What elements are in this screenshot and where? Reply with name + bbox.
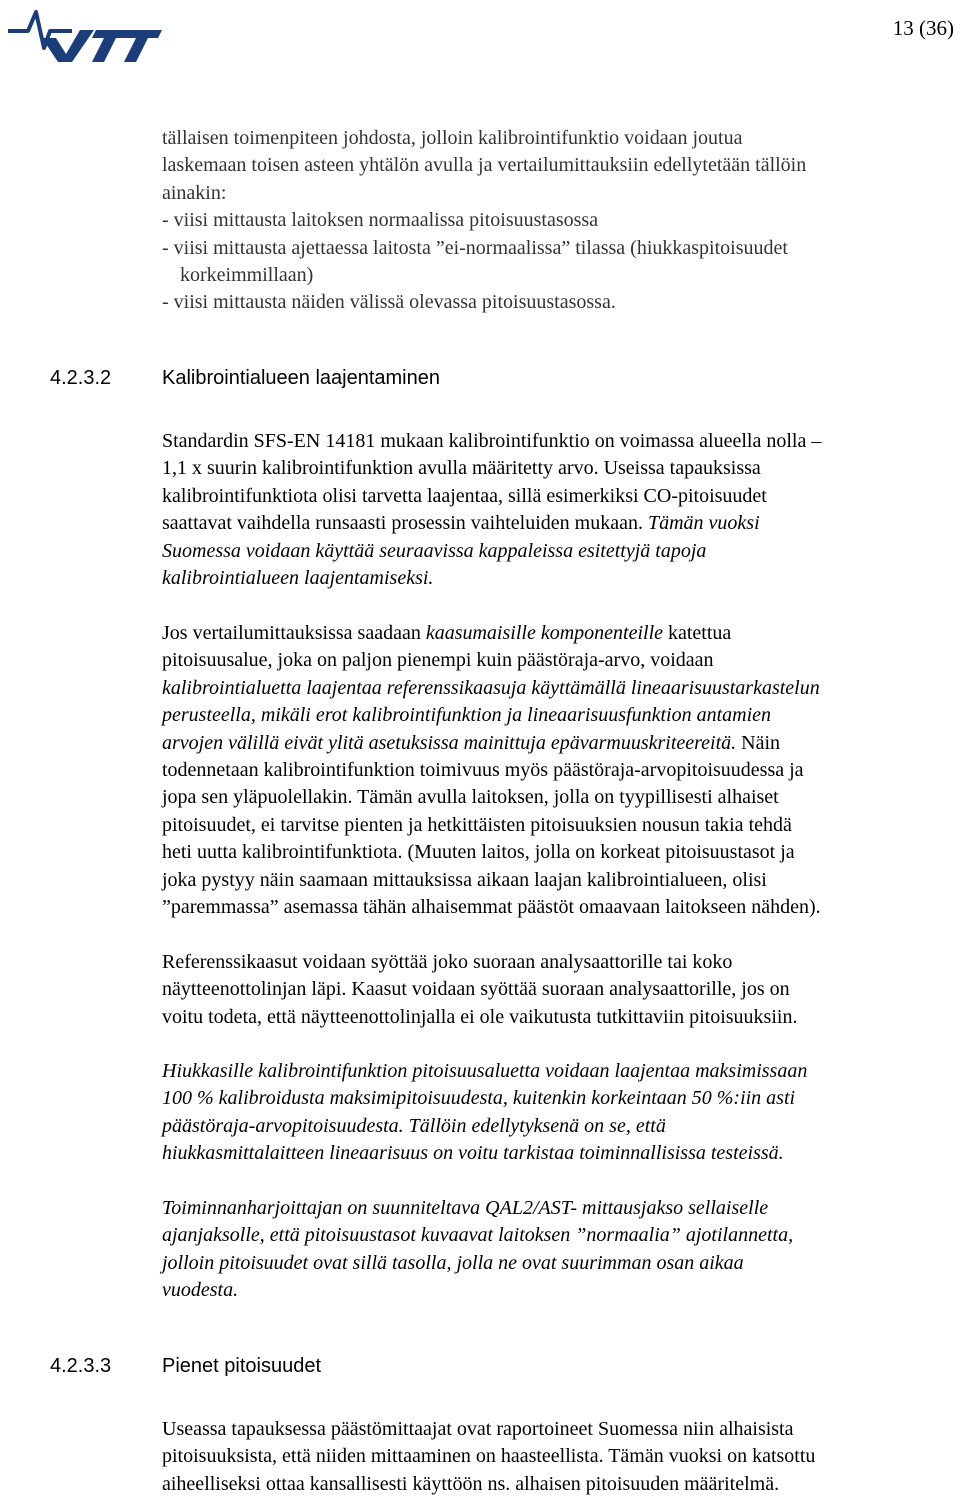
paragraph-2: [162, 620, 948, 921]
text-run: Useissa tapauksissa: [598, 457, 761, 480]
paragraph-5: [162, 1195, 948, 1305]
text-line: kalibrointialueen laajentamiseksi.: [162, 567, 434, 590]
intro-line: tällaisen toimenpiteen johdosta, jolloin kalibrointifunktio voidaan joutua: [162, 127, 743, 149]
italic-run: kaasumaisille komponenteille: [425, 622, 663, 644]
paragraph-3: [162, 949, 948, 1031]
italic-run: Tämän vuoksi: [642, 512, 760, 535]
text-line: hiukkasmittalaitteen lineaarisuus on voitu tarkistaa toiminnallisissa testeissä.: [162, 1142, 784, 1165]
section-title: Pienet pitoisuudet: [162, 1355, 322, 1377]
text-line: Useassa tapauksessa päästömittaajat ovat raportoineet Suomessa niin alhaisista: [162, 1418, 794, 1440]
text-line: ”paremmassa” asemassa tähän alhaisemmat päästöt omaavaan laitokseen nähden).: [162, 896, 821, 919]
text-line: perusteella, mikäli erot kalibrointifunktion ja lineaarisuusfunktion antamien: [162, 704, 772, 727]
text-line: kalibrointialuetta laajentaa referenssikaasuja käyttämällä lineaarisuustarkastelun: [162, 676, 820, 699]
text-line: Toiminnanharjoittajan on suunniteltava QAL2/AST- mittausjakso sellaiselle: [162, 1197, 769, 1219]
text-line: heti uutta kalibrointifunktiota. (Muuten laitos, jolla on korkeat pitoisuustasot ja: [162, 841, 795, 864]
text-line: [162, 455, 948, 482]
text-line: jolloin pitoisuudet ovat sillä tasolla, jolla ne ovat suurimman osan aikaa: [162, 1251, 744, 1274]
intro-line: korkeimmillaan): [180, 264, 314, 287]
text-line: pitoisuuksista, että niiden mittaaminen on haasteellista. Tämän vuoksi on katsottu: [162, 1445, 816, 1468]
text-run: 1,1 x suurin kalibrointifunktion avulla määritetty arvo.: [162, 457, 599, 480]
intro-line: ainakin:: [162, 181, 227, 204]
intro-paragraph: [162, 125, 948, 317]
paragraph-4: [162, 1058, 948, 1168]
text-line: todennetaan kalibrointifunktion toimivuus myös päästöraja-arvopitoisuudessa ja: [162, 759, 804, 782]
italic-run: arvojen välillä eivät ylitä asetuksissa mainittuja epävarmuuskriteereitä.: [162, 731, 737, 754]
text-line: Standardin SFS-EN 14181 mukaan kalibrointifunktio on voimassa alueella nolla –: [162, 430, 822, 452]
text-line: pitoisuudet, ei tarvitse pienten ja hetkittäisten pitoisuuksien nousun takia tehdä: [162, 813, 792, 836]
text-line: päästöraja-arvopitoisuudesta. Tällöin edellytyksenä on se, että: [162, 1114, 666, 1137]
page-number: 13 (36): [892, 16, 954, 40]
intro-line: laskemaan toisen asteen yhtälön avulla ja vertailumittauksiin edellytetään tällöin: [162, 154, 807, 177]
text-line: aiheelliseksi ottaa kansallisesti käyttöön ns. alhaisen pitoisuuden määritelmä.: [162, 1472, 780, 1495]
text-line: pitoisuusalue, joka on paljon pienempi kuin päästöraja-arvo, voidaan: [162, 649, 714, 672]
text-line: voitu todeta, että näytteenottolinjalla ei ole vaikutusta tutkittaviin pitoisuuksiin.: [162, 1005, 798, 1028]
text-line: Referenssikaasut voidaan syöttää joko suoraan analysaattorille tai koko: [162, 951, 733, 973]
text-line: [162, 620, 948, 647]
text-run: katettua: [663, 622, 732, 644]
text-line: jopa sen yläpuolellakin. Tämän avulla laitoksen, jolla on tyypillisesti alhaiset: [162, 786, 779, 809]
text-line: näytteenottolinjan läpi. Kaasut voidaan syöttää suoraan analysaattorille, jos on: [162, 978, 790, 1001]
text-run: saattavat vaihdella runsaasti prosessin vaihteluiden mukaan.: [162, 512, 643, 535]
paragraph-1: [162, 428, 948, 592]
text-line: Suomessa voidaan käyttää seuraavissa kappaleissa esitettyjä tapoja: [162, 539, 707, 562]
vtt-logo-icon: [6, 4, 162, 64]
text-line: kalibrointifunktiota olisi tarvetta laajentaa, sillä esimerkiksi CO-pitoisuudet: [162, 484, 767, 507]
text-line: 100 % kalibroidusta maksimipitoisuudesta, kuitenkin korkeintaan 50 %:iin asti: [162, 1087, 796, 1110]
text-line: joka pystyy näin saamaan mittauksissa aikaan laajan kalibrointialueen, olisi: [162, 868, 767, 891]
text-line: [162, 730, 948, 757]
intro-line: - viisi mittausta näiden välissä olevassa pitoisuustasossa.: [162, 291, 616, 314]
section-number: 4.2.3.2: [50, 367, 112, 389]
intro-line: - viisi mittausta laitoksen normaalissa pitoisuustasossa: [162, 209, 599, 232]
text-line: vuodesta.: [162, 1279, 239, 1302]
text-line: ajanjaksolle, että pitoisuustasot kuvaavat laitoksen ”normaalia” ajotilannetta,: [162, 1224, 794, 1247]
text-run: Näin: [736, 731, 781, 754]
section-title: Kalibrointialueen laajentaminen: [162, 367, 440, 389]
text-run: Jos vertailumittauksissa saadaan: [162, 622, 426, 644]
section-number: 4.2.3.3: [50, 1355, 112, 1377]
text-line: Hiukkasille kalibrointifunktion pitoisuusaluetta voidaan laajentaa maksimissaan: [162, 1060, 808, 1082]
text-line: [162, 510, 948, 537]
intro-line: - viisi mittausta ajettaessa laitosta ”ei-normaalissa” tilassa (hiukkaspitoisuudet: [162, 236, 788, 259]
paragraph-6: [162, 1416, 948, 1498]
